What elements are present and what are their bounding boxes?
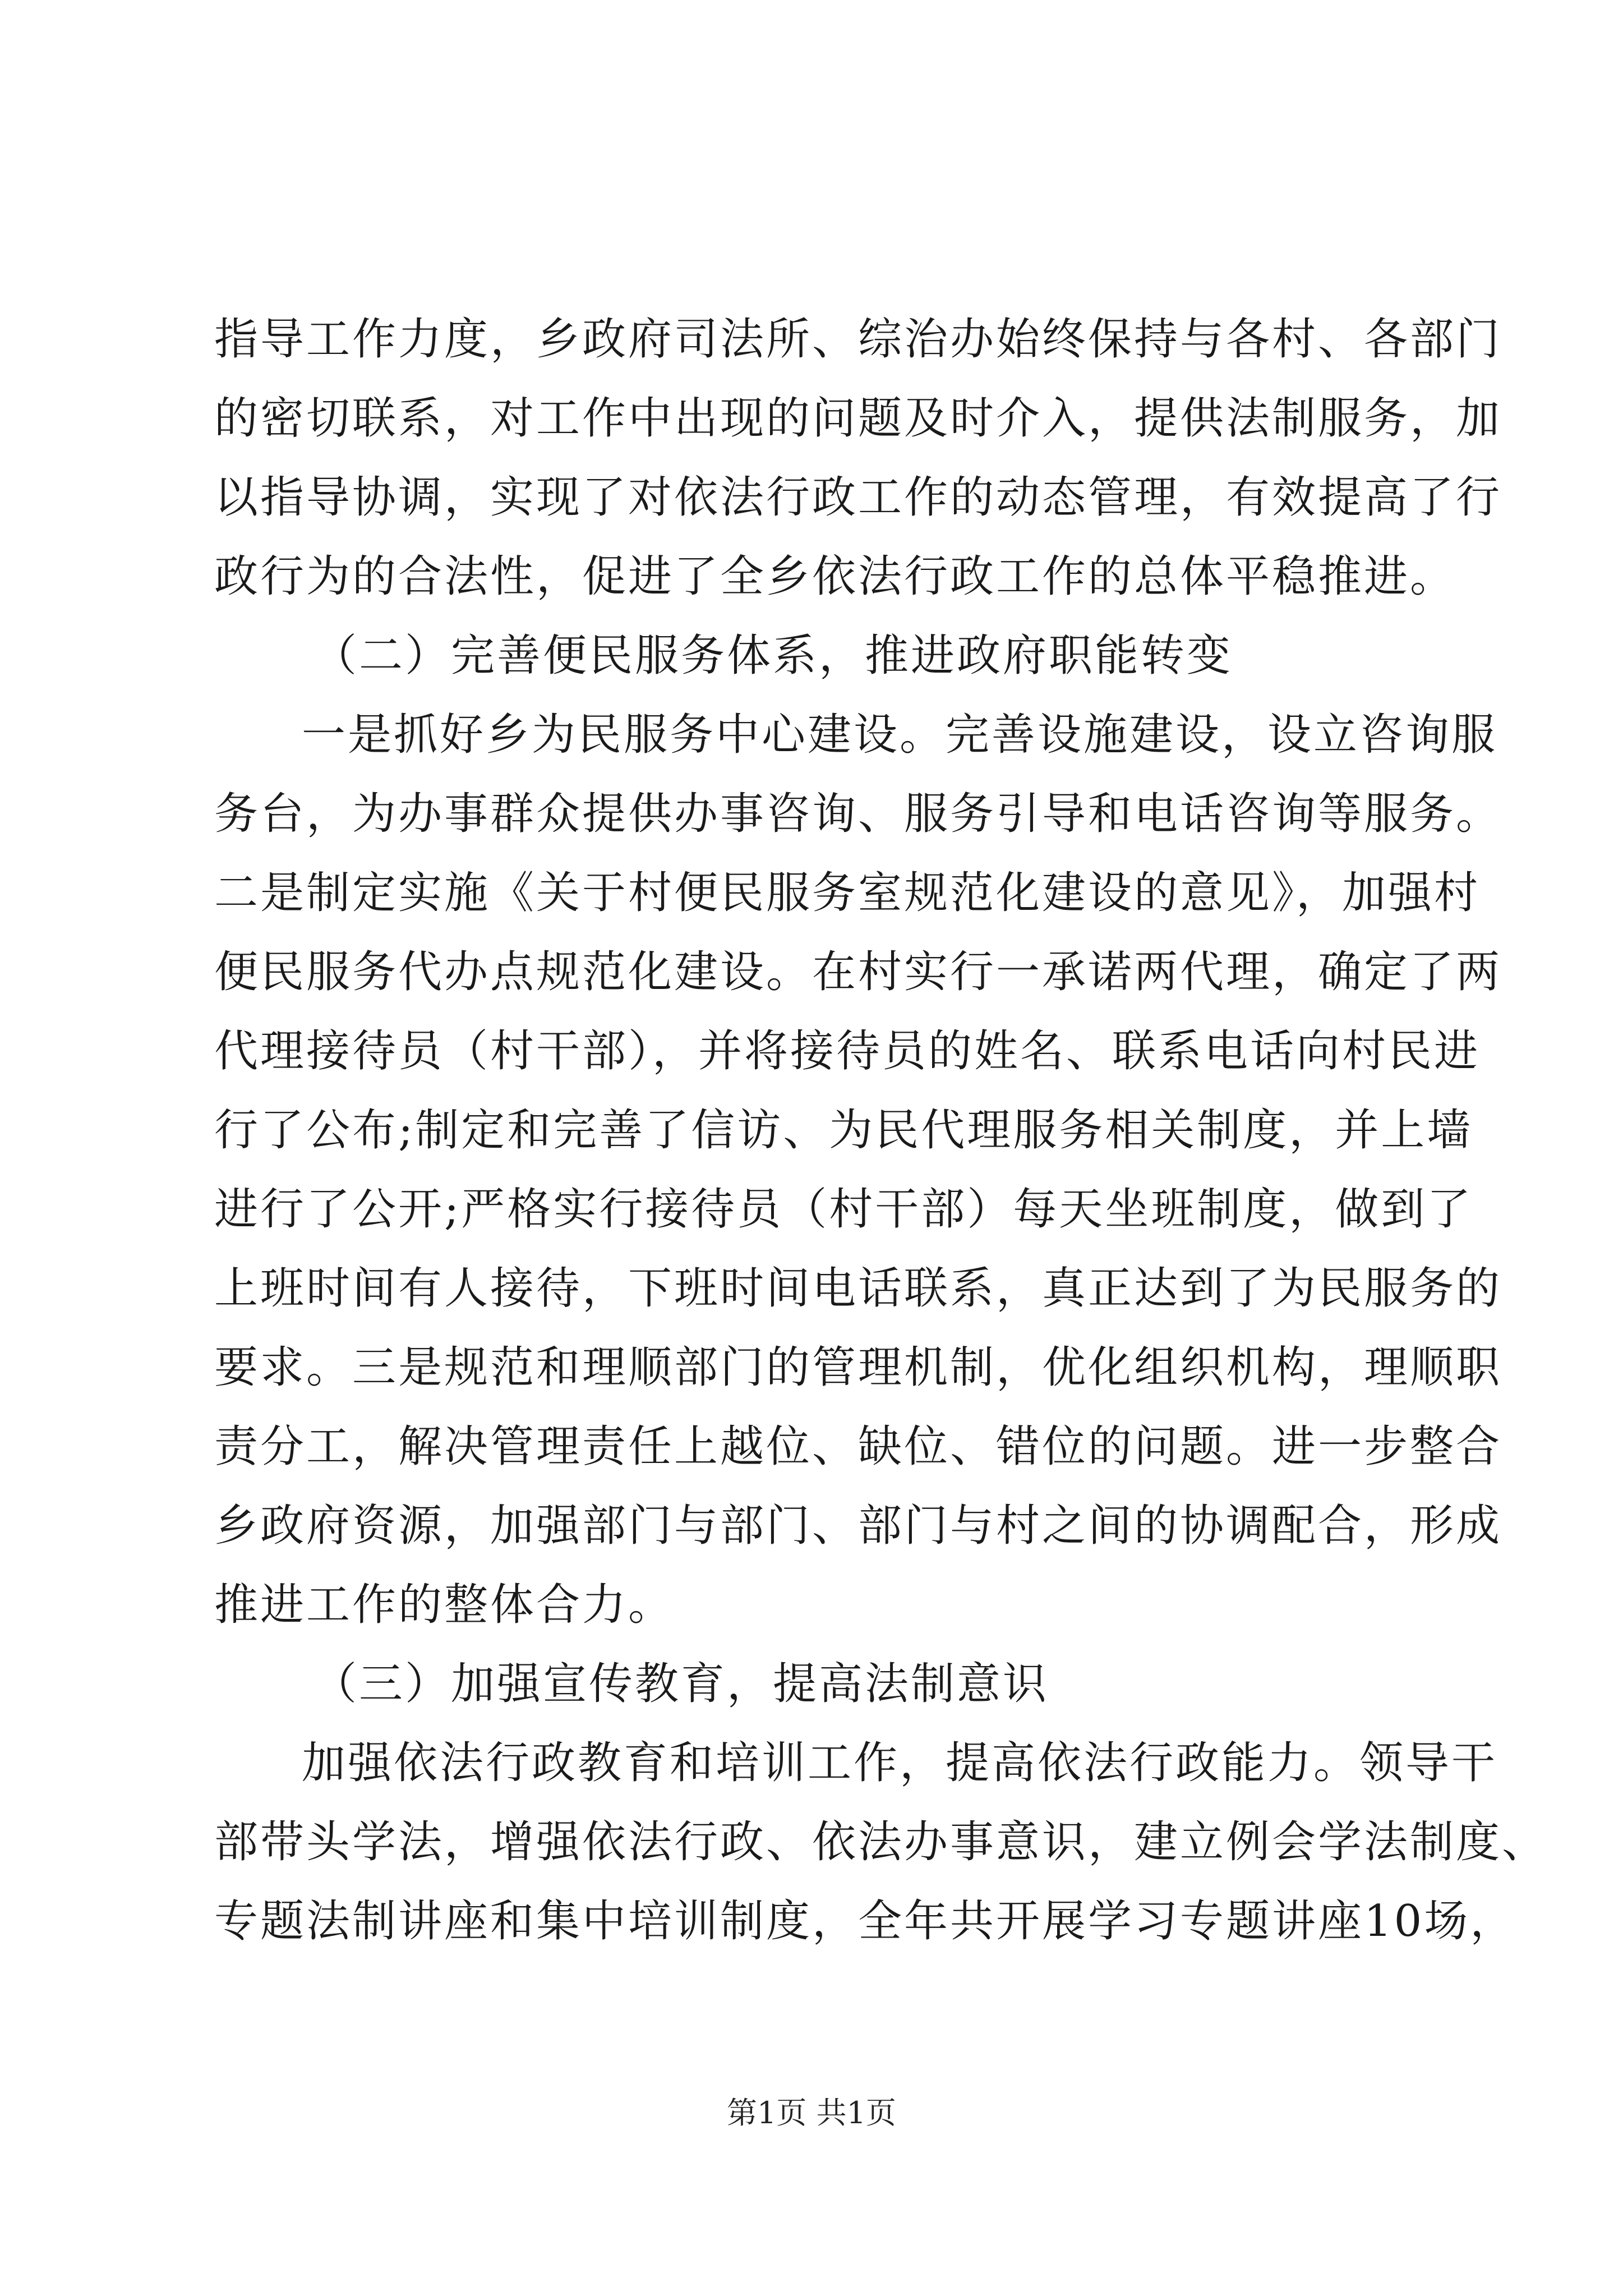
body-line: 推进工作的整体合力。 <box>214 1580 675 1630</box>
body-line: 乡政府资源，加强部门与部门、部门与村之间的协调配合，形成 <box>214 1501 1502 1551</box>
body-line: 要求。三是规范和理顺部门的管理机制，优化组织机构，理顺职 <box>214 1342 1502 1393</box>
body-line: 上班时间有人接待，下班时间电话联系，真正达到了为民服务的 <box>214 1263 1502 1314</box>
body-line: 行了公布;制定和完善了信访、为民代理服务相关制度，并上墙 <box>214 1105 1473 1156</box>
body-line: 便民服务代办点规范化建设。在村实行一承诺两代理，确定了两 <box>214 947 1502 997</box>
body-line: 责分工，解决管理责任上越位、缺位、错位的问题。进一步整合 <box>214 1421 1502 1472</box>
body-line: 务台，为办事群众提供办事咨询、服务引导和电话咨询等服务。 <box>214 789 1502 839</box>
body-line: 以指导协调，实现了对依法行政工作的动态管理，有效提高了行 <box>214 472 1502 523</box>
page-footer: 第1页 共1页 <box>727 2095 896 2131</box>
document-body <box>214 300 1548 1961</box>
section-heading: （三）加强宣传教育，提高法制意识 <box>313 1659 1049 1709</box>
body-line: 的密切联系，对工作中出现的问题及时介入，提供法制服务，加 <box>214 393 1502 444</box>
body-line: 部带头学法，增强依法行政、依法办事意识，建立例会学法制度、 <box>214 1817 1548 1867</box>
paragraph-first-line: 一是抓好乡为民服务中心建设。完善设施建设，设立咨询服 <box>302 710 1498 760</box>
body-line: 专题法制讲座和集中培训制度，全年共开展学习专题讲座10场， <box>214 1896 1516 1947</box>
body-line: 代理接待员（村干部），并将接待员的姓名、联系电话向村民进 <box>214 1026 1481 1076</box>
body-line: 进行了公开;严格实行接待员（村干部）每天坐班制度，做到了 <box>214 1184 1473 1235</box>
body-line: 指导工作力度，乡政府司法所、综治办始终保持与各村、各部门 <box>214 314 1502 365</box>
body-line: 政行为的合法性，促进了全乡依法行政工作的总体平稳推进。 <box>214 551 1456 602</box>
section-heading: （二）完善便民服务体系，推进政府职能转变 <box>313 631 1233 681</box>
paragraph-first-line: 加强依法行政教育和培训工作，提高依法行政能力。领导干 <box>302 1738 1498 1788</box>
body-line: 二是制定实施《关于村便民服务室规范化建设的意见》，加强村 <box>214 868 1481 918</box>
